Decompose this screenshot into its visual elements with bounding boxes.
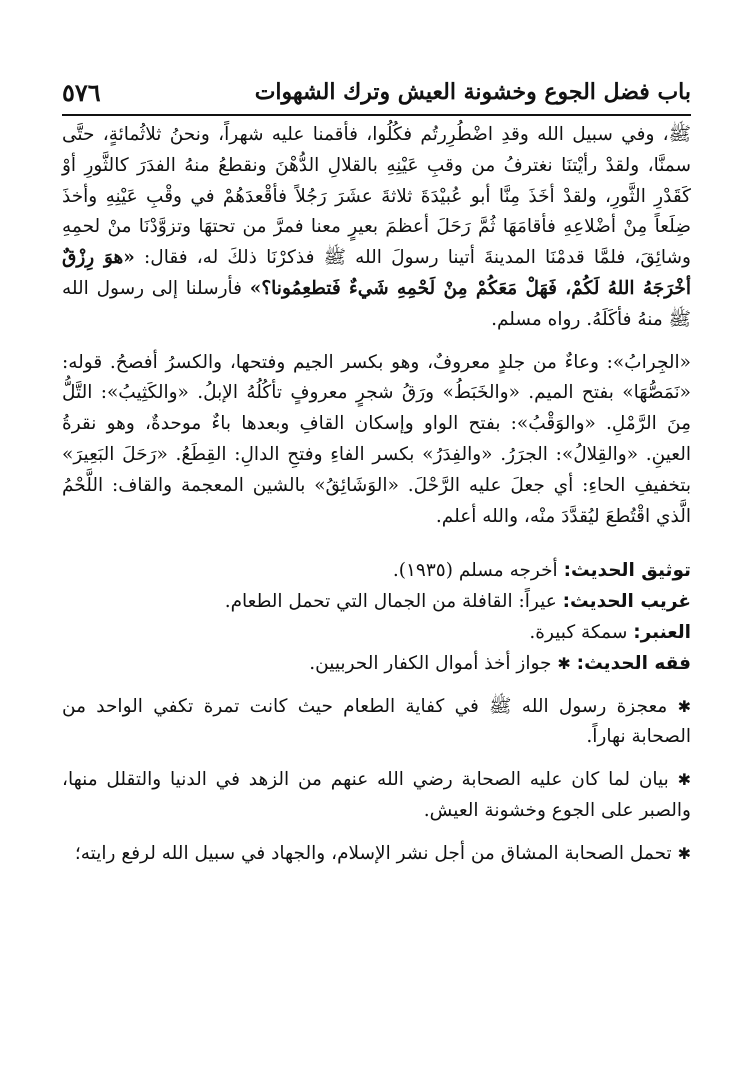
gharib-label: غريب الحديث:: [562, 591, 691, 613]
page-body: [62, 120, 691, 870]
anbar-label: العنبر:: [633, 621, 691, 643]
prophet-quote: «هوَ رِزْقٌ أخْرَجَهُ اللهُ لَكُمْ، فَهَلْ مَعَكُمْ مِنْ لَحْمِهِ شَيءٌ فَتطعِمُونا؟»: [62, 247, 691, 299]
gharib-text: عيراً: القافلة من الجمال التي تحمل الطعام.: [224, 591, 563, 613]
fiqh-bullet-2: ✱ بيان لما كان عليه الصحابة رضي الله عنهم من الزهد في الدنيا والتقلل منها، والصبر على الجوع وخشونة العيش.: [62, 769, 691, 821]
gharib-note: [62, 587, 691, 618]
hadith-narrator: فأرسلنا إلى رسول الله ﷺ منهُ فأكَلَهُ. رواه مسلم.: [62, 277, 691, 330]
star-bullet-icon: ✱: [677, 843, 691, 863]
star-bullet-icon: ✱: [557, 653, 571, 673]
page-number: ٥٧٦: [62, 77, 101, 107]
takhrij-text: أخرجه مسلم (١٩٣٥).: [392, 560, 564, 582]
anbar-note: [62, 618, 691, 649]
chapter-title: باب فضل الجوع وخشونة العيش وترك الشهوات: [254, 79, 691, 105]
anbar-text: سمكة كبيرة.: [529, 621, 634, 643]
fiqh-bullet-1: ✱ معجزة رسول الله ﷺ في كفاية الطعام حيث كانت تمرة تكفي الواحد من الصحابة نهاراً.: [62, 695, 691, 748]
gloss-paragraph: «الجِرابُ»: وعاءٌ من جلدٍ معروفٌ، وهو بكسر الجيم وفتحها، والكسرُ أفصحُ. قوله: «نَمَصُّهَا» بفتح الميم. «والخَبَطُ» ورَقُ شجرٍ معروفٍ تأكُلُهُ الإبلُ. «والكَثِيبُ»: التَّلُّ مِنَ الرَّمْلِ. «والوَقْبُ»: بفتح الواو وإسكان القافِ وبعدها باءٌ موحدةٌ، وهو نقرةُ العينِ. «والقِلالُ»: الجرَرُ. «والفِدَرُ» بكسر الفاءِ وفتحِ الدالِ: القِطَعُ. «رَحَلَ البَعِيرَ» بتخفيفِ الحاءِ: أي جعلَ عليه الرَّحْلَ. «الوَشَائِقُ» بالشين المعجمة والقاف: اللَّحْمُ الَّذي اقْتُطعَ ليُقدَّدَ منْه، والله أعلم.: [62, 351, 691, 527]
star-bullet-icon: ✱: [677, 770, 691, 790]
fiqh-label: فقه الحديث:: [576, 652, 691, 674]
star-bullet-icon: ✱: [677, 696, 691, 716]
takhrij-label: توثيق الحديث:: [563, 560, 691, 582]
fiqh-note: [62, 649, 691, 680]
takhrij-note: [62, 556, 691, 587]
page-header: [62, 70, 691, 116]
hadith-text: ﷺ، وفي سبيل الله وقدِ اضْطُرِرتُم فكُلُوا، فأقمنا عليه شهراً، ونحنُ ثلاثُمائةٍ، حتَّى سمنَّا، ولقدْ رأيْتنَا نغترفُ من وقبِ عَيْنِهِ بالقلالِ الدُّهْنَ ونقطعُ منهُ الفدَرَ كالثَّورِ أوْ كَقَدْرِ الثَّورِ، ولقدْ أخَذَ مِنَّا أبو عُبيْدَةَ ثلاثةَ عشَرَ رَجُلاً فأقْعدَهُمْ في وقْبِ عَيْنِهِ وأخذَ ضِلَعاً مِنْ أضْلاعِهِ فأقامَهَا ثُمَّ رَحَلَ أعظمَ بعيرٍ معنا فمرَّ من تحتهَا وتزوَّدْنَا منْ لحمِهِ وشائِقَ، فلمَّا قدمْنَا المدينةَ أتينا رسولَ الله ﷺ فذكرْنَا ذلكَ له، فقال:: [62, 124, 691, 269]
hadith-paragraph: [62, 120, 691, 336]
fiqh-bullet-3: ✱ تحمل الصحابة المشاق من أجل نشر الإسلام، والجهاد في سبيل الله لرفع رايته؛: [74, 842, 691, 864]
fiqh-text: جواز أخذ أموال الكفار الحربيين.: [309, 652, 558, 674]
